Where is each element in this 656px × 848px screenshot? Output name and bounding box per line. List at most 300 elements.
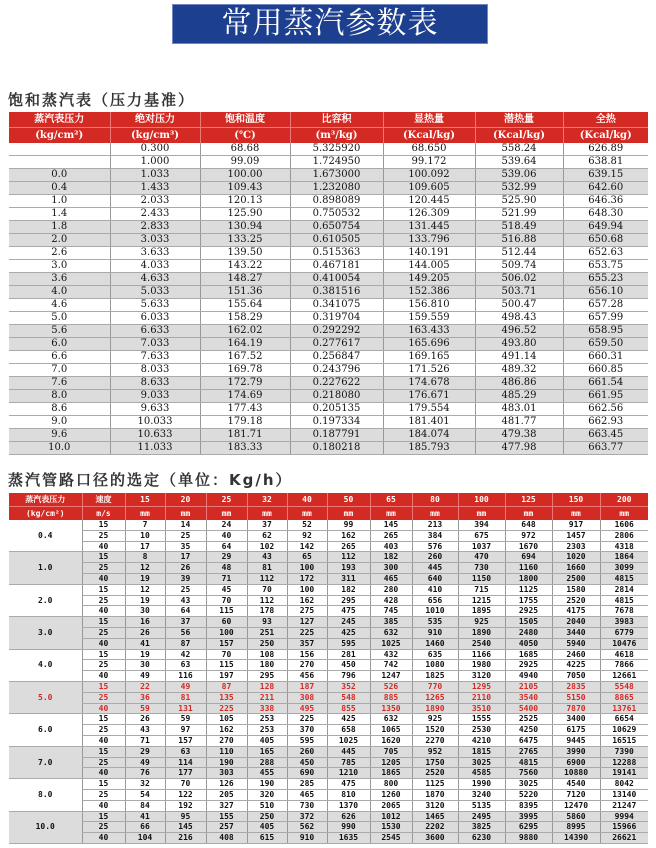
table-row: [9, 768, 648, 779]
table-cell: 9.633: [110, 403, 200, 416]
table-row: [9, 671, 648, 682]
table-cell: 97: [165, 725, 206, 736]
table-cell: 3.633: [110, 247, 200, 260]
table-row: [9, 169, 648, 182]
table-row: [9, 234, 648, 247]
table-cell: 250: [247, 811, 287, 822]
table-cell: 152.386: [383, 286, 475, 299]
column-header: 50: [327, 493, 370, 507]
column-header: 绝对压力: [110, 112, 200, 128]
table-cell: 7870: [552, 703, 600, 714]
table-cell: 70: [206, 595, 247, 606]
table-cell: 157: [165, 735, 206, 746]
table-cell: 1010: [412, 606, 458, 617]
column-header: 速度: [82, 493, 125, 507]
column-header: 125: [505, 493, 552, 507]
table-cell: 539.06: [475, 169, 563, 182]
table-cell: 2.433: [110, 208, 200, 221]
table-cell: 165.696: [383, 338, 475, 351]
speed-cell: 15: [82, 552, 125, 563]
table-cell: 181.71: [200, 429, 290, 442]
table-cell: 455: [247, 768, 287, 779]
table-cell: 165: [247, 746, 287, 757]
table-cell: 320: [247, 789, 287, 800]
column-unit: mm: [412, 507, 458, 521]
speed-cell: 15: [82, 617, 125, 628]
table-cell: 516.88: [475, 234, 563, 247]
table-cell: 785: [327, 757, 370, 768]
table-cell: 158.29: [200, 312, 290, 325]
table-cell: 639.15: [563, 169, 648, 182]
table-cell: 2110: [458, 692, 505, 703]
table-cell: 68.650: [383, 143, 475, 156]
table-cell: 4.033: [110, 260, 200, 273]
table-cell: 4225: [552, 660, 600, 671]
table-cell: 425: [327, 627, 370, 638]
table-cell: 4815: [505, 757, 552, 768]
table-cell: 116: [165, 671, 206, 682]
table-cell: 4815: [600, 573, 648, 584]
table-cell: 105: [206, 714, 247, 725]
table-cell: 626.89: [563, 143, 648, 156]
table-cell: 29: [125, 746, 165, 757]
table-cell: 157: [206, 638, 247, 649]
pressure-group: [9, 811, 648, 843]
table-cell: 521.99: [475, 208, 563, 221]
table-cell: 213: [412, 520, 458, 530]
table-cell: 6.6: [9, 351, 110, 364]
table-cell: 1295: [458, 681, 505, 692]
table-cell: 6900: [552, 757, 600, 768]
table-cell: 1150: [458, 573, 505, 584]
table-cell: 135: [206, 692, 247, 703]
table-cell: 1870: [412, 789, 458, 800]
table-cell: 68.68: [200, 143, 290, 156]
table-row: [9, 595, 648, 606]
speed-cell: 40: [82, 703, 125, 714]
table-row: [9, 325, 648, 338]
table-cell: 663.45: [563, 429, 648, 442]
table-cell: 71: [125, 735, 165, 746]
table-cell: 99.172: [383, 156, 475, 169]
table-cell: 81: [165, 692, 206, 703]
column-unit: (kg/cm²): [9, 128, 110, 144]
table-cell: 133.25: [200, 234, 290, 247]
pressure-group: [9, 681, 648, 713]
table-cell: 1.000: [110, 156, 200, 169]
speed-cell: 15: [82, 681, 125, 692]
table-cell: 663.77: [563, 442, 648, 455]
table-cell: 498.43: [475, 312, 563, 325]
speed-cell: 25: [82, 822, 125, 833]
pressure-cell: 5.0: [9, 681, 82, 713]
table-cell: 3.6: [9, 273, 110, 286]
table-cell: 128: [247, 681, 287, 692]
table-cell: 193: [327, 563, 370, 574]
speed-cell: 15: [82, 714, 125, 725]
column-header: 200: [600, 493, 648, 507]
table-cell: 10: [125, 530, 165, 541]
table-cell: 1800: [505, 573, 552, 584]
pressure-cell: 2.0: [9, 584, 82, 616]
table-cell: 10.0: [9, 442, 110, 455]
table-cell: 1125: [412, 779, 458, 790]
table-cell: 403: [370, 541, 412, 552]
pressure-cell: 0.4: [9, 520, 82, 552]
table-cell: 280: [370, 584, 412, 595]
table-cell: 21247: [600, 800, 648, 811]
table-row: [9, 442, 648, 455]
table-cell: 1890: [458, 627, 505, 638]
column-unit: mm: [600, 507, 648, 521]
speed-cell: 40: [82, 671, 125, 682]
speed-cell: 25: [82, 627, 125, 638]
pressure-group: [9, 617, 648, 649]
table-cell: 10629: [600, 725, 648, 736]
table-cell: 1037: [458, 541, 505, 552]
table-cell: 162: [327, 530, 370, 541]
table-cell: 60: [206, 617, 247, 628]
table-cell: 2525: [505, 714, 552, 725]
table-cell: 477.98: [475, 442, 563, 455]
column-header: 潜热量: [475, 112, 563, 128]
table-cell: 59: [125, 703, 165, 714]
table-cell: 1520: [412, 725, 458, 736]
table-cell: 675: [458, 530, 505, 541]
column-unit: mm: [206, 507, 247, 521]
table-cell: 172: [287, 573, 327, 584]
table-row: [9, 416, 648, 429]
saturated-steam-table-title: 饱和蒸汽表（压力基准）: [8, 91, 196, 109]
column-unit: mm: [125, 507, 165, 521]
table-cell: 13761: [600, 703, 648, 714]
table-cell: 25: [165, 530, 206, 541]
table-cell: 2925: [505, 606, 552, 617]
table-row: [9, 584, 648, 595]
table-cell: 0.180218: [290, 442, 383, 455]
table-cell: 1012: [370, 811, 412, 822]
table-cell: 0.197334: [290, 416, 383, 429]
table-row: [9, 221, 648, 234]
table-cell: 108: [247, 649, 287, 660]
table-units-row: [9, 128, 648, 144]
table-cell: 102: [247, 541, 287, 552]
table-cell: 257: [206, 822, 247, 833]
table-cell: 576: [412, 541, 458, 552]
table-cell: 5135: [458, 800, 505, 811]
table-row: [9, 822, 648, 833]
table-cell: 190: [247, 779, 287, 790]
table-cell: 3400: [552, 714, 600, 725]
speed-cell: 40: [82, 833, 125, 844]
table-cell: 4585: [458, 768, 505, 779]
table-cell: 657.28: [563, 299, 648, 312]
table-cell: 855: [327, 703, 370, 714]
table-cell: 652.63: [563, 247, 648, 260]
table-cell: 84: [125, 800, 165, 811]
table-cell: 71: [206, 573, 247, 584]
table-cell: 35: [165, 541, 206, 552]
speed-cell: 25: [82, 692, 125, 703]
table-cell: 653.75: [563, 260, 648, 273]
table-cell: 162.02: [200, 325, 290, 338]
table-cell: 3099: [600, 563, 648, 574]
table-cell: 131.445: [383, 221, 475, 234]
table-cell: 385: [370, 617, 412, 628]
table-cell: 300: [370, 563, 412, 574]
column-unit: mm: [327, 507, 370, 521]
table-cell: 39: [165, 573, 206, 584]
table-row: [9, 757, 648, 768]
table-cell: 70: [206, 649, 247, 660]
table-cell: 265: [327, 541, 370, 552]
column-header: 蒸汽表压力: [9, 112, 110, 128]
table-cell: 182: [327, 584, 370, 595]
table-cell: 1895: [458, 606, 505, 617]
table-cell: 372: [287, 811, 327, 822]
table-cell: 7678: [600, 606, 648, 617]
table-cell: 5.6: [9, 325, 110, 338]
table-cell: 156.810: [383, 299, 475, 312]
table-cell: 7050: [552, 671, 600, 682]
speed-cell: 25: [82, 530, 125, 541]
table-cell: 2835: [552, 681, 600, 692]
table-cell: 660.31: [563, 351, 648, 364]
table-cell: 972: [505, 530, 552, 541]
table-cell: 1864: [600, 552, 648, 563]
table-row: [9, 573, 648, 584]
table-cell: 3.0: [9, 260, 110, 273]
table-cell: 2.833: [110, 221, 200, 234]
table-cell: 120.445: [383, 195, 475, 208]
table-cell: 99: [327, 520, 370, 530]
table-cell: 6295: [505, 822, 552, 833]
table-cell: 100: [206, 627, 247, 638]
table-cell: 1555: [458, 714, 505, 725]
table-header-row: [9, 112, 648, 128]
table-cell: 715: [458, 584, 505, 595]
table-cell: 250: [247, 638, 287, 649]
table-cell: 656.10: [563, 286, 648, 299]
table-cell: 405: [247, 822, 287, 833]
table-cell: 115: [206, 606, 247, 617]
table-row: [9, 541, 648, 552]
table-row: [9, 552, 648, 563]
table-cell: 730: [458, 563, 505, 574]
table-cell: 925: [412, 714, 458, 725]
speed-cell: 15: [82, 746, 125, 757]
table-cell: 100: [287, 584, 327, 595]
table-cell: 2480: [505, 627, 552, 638]
table-cell: 174.678: [383, 377, 475, 390]
table-cell: 8.633: [110, 377, 200, 390]
table-cell: 0.341075: [290, 299, 383, 312]
table-cell: 475: [327, 779, 370, 790]
page-title-banner: 常用蒸汽参数表: [172, 4, 488, 44]
table-cell: 167.52: [200, 351, 290, 364]
table-row: [9, 273, 648, 286]
table-cell: 465: [287, 789, 327, 800]
table-cell: 1580: [552, 584, 600, 595]
table-row: [9, 617, 648, 628]
table-cell: 26: [165, 563, 206, 574]
table-cell: 558.24: [475, 143, 563, 156]
column-unit: (℃): [200, 128, 290, 144]
table-cell: 14: [165, 520, 206, 530]
table-cell: 216: [165, 833, 206, 844]
speed-cell: 25: [82, 789, 125, 800]
table-row: [9, 247, 648, 260]
table-cell: 131: [165, 703, 206, 714]
table-cell: 338: [247, 703, 287, 714]
speed-cell: 25: [82, 725, 125, 736]
column-unit: mm: [458, 507, 505, 521]
table-cell: 525.90: [475, 195, 563, 208]
table-cell: 640: [412, 573, 458, 584]
table-cell: 36: [125, 692, 165, 703]
table-cell: 595: [287, 735, 327, 746]
table-cell: 92: [287, 530, 327, 541]
table-cell: 450: [327, 660, 370, 671]
table-cell: 4318: [600, 541, 648, 552]
pressure-group: [9, 649, 648, 681]
table-cell: 183.33: [200, 442, 290, 455]
column-header: 25: [206, 493, 247, 507]
table-row: [9, 156, 648, 169]
table-cell: 17: [165, 552, 206, 563]
table-cell: 1606: [600, 520, 648, 530]
table-cell: 885: [370, 692, 412, 703]
table-cell: 0.292292: [290, 325, 383, 338]
table-cell: 1247: [370, 671, 412, 682]
table-cell: 6654: [600, 714, 648, 725]
table-cell: 4050: [505, 638, 552, 649]
table-cell: 491.14: [475, 351, 563, 364]
table-cell: 251: [247, 627, 287, 638]
table-cell: 149.205: [383, 273, 475, 286]
table-row: [9, 638, 648, 649]
table-cell: 648: [505, 520, 552, 530]
table-cell: 192: [165, 800, 206, 811]
table-cell: 7.033: [110, 338, 200, 351]
speed-cell: 15: [82, 584, 125, 595]
table-cell: 10.033: [110, 416, 200, 429]
table-cell: 7.6: [9, 377, 110, 390]
speed-cell: 40: [82, 800, 125, 811]
table-cell: 526: [370, 681, 412, 692]
table-cell: 66: [125, 822, 165, 833]
table-cell: 45: [206, 584, 247, 595]
table-cell: 7: [125, 520, 165, 530]
column-header: 15: [125, 493, 165, 507]
table-cell: 148.27: [200, 273, 290, 286]
table-cell: 1980: [458, 660, 505, 671]
column-header: 20: [165, 493, 206, 507]
table-cell: 1635: [327, 833, 370, 844]
table-cell: 112: [327, 552, 370, 563]
speed-cell: 40: [82, 735, 125, 746]
table-cell: 49: [125, 671, 165, 682]
table-cell: 311: [327, 573, 370, 584]
column-unit: (Kcal/kg): [475, 128, 563, 144]
table-cell: 690: [287, 768, 327, 779]
speed-cell: 40: [82, 541, 125, 552]
table-cell: 3240: [458, 789, 505, 800]
table-cell: 405: [247, 735, 287, 746]
column-header: 32: [247, 493, 287, 507]
table-cell: 180: [247, 660, 287, 671]
table-row: [9, 627, 648, 638]
table-cell: 64: [206, 541, 247, 552]
table-cell: 532.99: [475, 182, 563, 195]
table-cell: 8: [125, 552, 165, 563]
table-cell: 16515: [600, 735, 648, 746]
table-cell: 114: [165, 757, 206, 768]
table-cell: 2303: [552, 541, 600, 552]
table-cell: 49: [125, 757, 165, 768]
table-cell: 12288: [600, 757, 648, 768]
speed-cell: 15: [82, 779, 125, 790]
table-cell: 12661: [600, 671, 648, 682]
table-cell: 87: [206, 681, 247, 692]
table-cell: 253: [247, 725, 287, 736]
table-cell: 1.232080: [290, 182, 383, 195]
table-cell: 0.410054: [290, 273, 383, 286]
table-cell: 0.750532: [290, 208, 383, 221]
table-cell: 308: [287, 692, 327, 703]
table-cell: 9.0: [9, 416, 110, 429]
table-cell: 159.559: [383, 312, 475, 325]
table-cell: [9, 156, 110, 169]
table-cell: 270: [206, 735, 247, 746]
table-cell: 1890: [412, 703, 458, 714]
table-cell: 133.796: [383, 234, 475, 247]
table-row: [9, 563, 648, 574]
table-cell: 2.0: [9, 234, 110, 247]
table-cell: 5548: [600, 681, 648, 692]
table-cell: 1350: [370, 703, 412, 714]
table-cell: 370: [287, 725, 327, 736]
table-cell: 496.52: [475, 325, 563, 338]
pressure-group: [9, 584, 648, 616]
table-cell: 1660: [552, 563, 600, 574]
table-cell: 5220: [505, 789, 552, 800]
pressure-cell: 6.0: [9, 714, 82, 746]
speed-cell: 40: [82, 573, 125, 584]
table-row: [9, 351, 648, 364]
table-cell: 3120: [412, 800, 458, 811]
table-cell: 742: [370, 660, 412, 671]
table-cell: 184.074: [383, 429, 475, 442]
table-cell: 0.467181: [290, 260, 383, 273]
table-cell: 211: [247, 692, 287, 703]
table-row: [9, 338, 648, 351]
table-cell: 1530: [370, 822, 412, 833]
table-cell: 56: [165, 627, 206, 638]
table-cell: 456: [287, 671, 327, 682]
pressure-cell: 4.0: [9, 649, 82, 681]
table-cell: 42: [165, 649, 206, 660]
table-cell: 0.300: [110, 143, 200, 156]
pressure-group: [9, 746, 648, 778]
table-cell: 3510: [458, 703, 505, 714]
table-cell: 1.033: [110, 169, 200, 182]
table-cell: 1.724950: [290, 156, 383, 169]
table-cell: 270: [287, 660, 327, 671]
table-cell: 1.8: [9, 221, 110, 234]
table-row: [9, 660, 648, 671]
table-cell: 649.94: [563, 221, 648, 234]
